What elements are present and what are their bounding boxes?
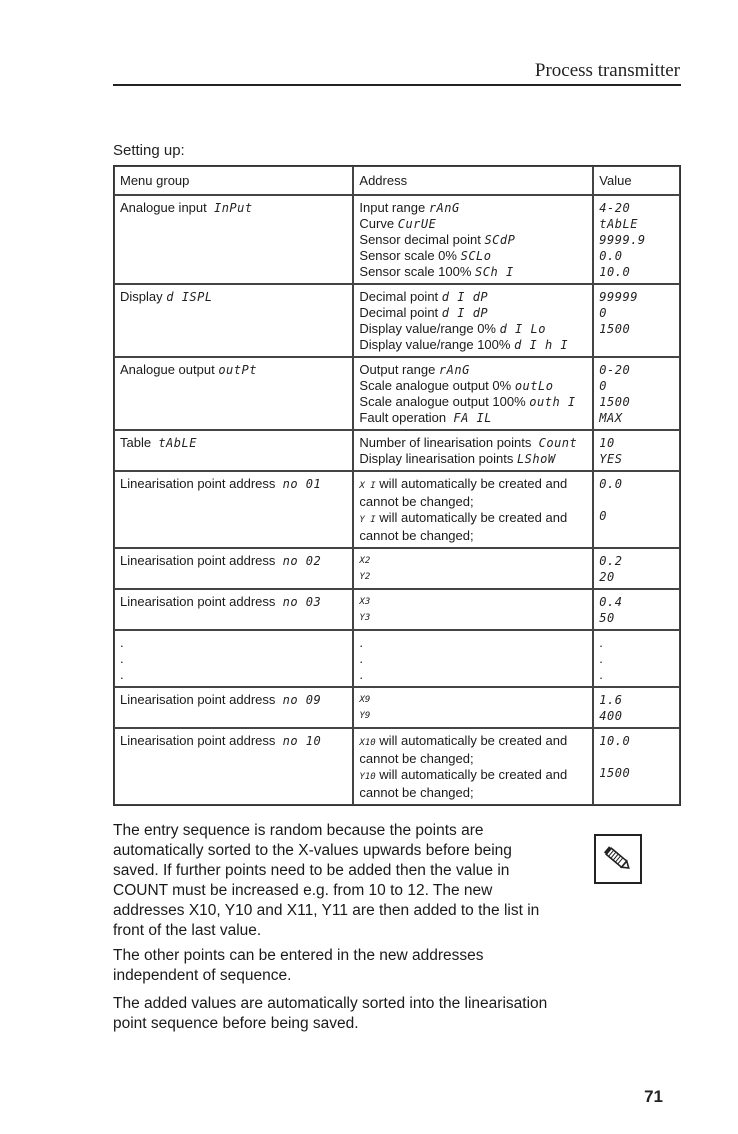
setup-table <box>113 165 681 806</box>
row-address-cell <box>353 284 593 357</box>
row-address-cell: X3 Y3 <box>353 589 593 630</box>
row-group-cell <box>114 284 353 357</box>
address-line: Sensor scale 100% SCh I <box>359 264 514 279</box>
table-row <box>114 195 680 284</box>
table-row-ellipsis <box>114 630 680 687</box>
value-line: 0 <box>599 306 608 320</box>
value-line: 9999.9 <box>599 233 646 247</box>
address-line: Decimal point d I dP <box>359 305 489 320</box>
value-line: 4-20 <box>599 201 631 215</box>
group-code: InPut <box>213 201 253 215</box>
paragraph-entry-sequence: The entry sequence is random because the points are automatically sorted to the X-values upwards before being saved. If further points need to be added then the value in COUNT must be increased e.g. from 10 to 12. The new addresses X10, Y10 and X11, Y11 are then added to the list in front of the last value. <box>113 822 540 939</box>
table-row <box>114 728 680 805</box>
row-value-cell <box>593 195 680 284</box>
table-row <box>114 430 680 471</box>
page-header-title: Process transmitter <box>534 60 680 81</box>
value-line: MAX <box>599 411 623 425</box>
row-group-cell: Linearisation point address no 09 <box>114 687 353 728</box>
row-group-cell: Linearisation point address no 10 <box>114 728 353 805</box>
row-address-cell <box>353 357 593 430</box>
row-group-cell <box>114 357 353 430</box>
address-line: Display linearisation points LShoW <box>359 451 556 466</box>
row-value-cell: 0.2 20 <box>593 548 680 589</box>
row-value-cell: 0.0 0 <box>593 471 680 548</box>
table-row <box>114 284 680 357</box>
group-label: Analogue output <box>120 362 215 377</box>
value-line: 0.0 <box>599 249 623 263</box>
value-line: YES <box>599 452 623 466</box>
group-label: Display <box>120 289 163 304</box>
address-line: Scale analogue output 100% outh I <box>359 394 576 409</box>
value-line: tAbLE <box>599 217 638 231</box>
table-row <box>114 357 680 430</box>
table-row <box>114 687 680 728</box>
header-divider <box>113 84 681 86</box>
group-label: Analogue input <box>120 200 207 215</box>
header-menu-group: Menu group <box>114 166 353 195</box>
value-line: 0 <box>599 379 608 393</box>
address-line: Output range rAnG <box>359 362 470 377</box>
table-header-row <box>114 166 680 195</box>
group-code: outPt <box>218 363 257 377</box>
address-line: Sensor scale 0% SCLo <box>359 248 492 263</box>
paragraph-added-values: The added values are automatically sorted into the linearisation point sequence before being saved. <box>113 995 548 1032</box>
paragraph-other-points: The other points can be entered in the new addresses independent of sequence. <box>113 947 484 984</box>
row-group-cell <box>114 430 353 471</box>
address-line: Sensor decimal point SCdP <box>359 232 516 247</box>
value-line: 0-20 <box>599 363 631 377</box>
row-value-cell <box>593 284 680 357</box>
row-group-cell <box>114 195 353 284</box>
row-group-cell: Linearisation point address no 01 <box>114 471 353 548</box>
value-line: 99999 <box>599 290 638 304</box>
row-value-cell: 10.0 1500 <box>593 728 680 805</box>
row-address-cell: X I will automatically be created and cannot be changed; Y I will automatically be created and cannot be changed; <box>353 471 593 548</box>
value-line: 10.0 <box>599 265 631 279</box>
address-line: Curve CurUE <box>359 216 437 231</box>
header-address: Address <box>353 166 593 195</box>
row-value-cell <box>593 430 680 471</box>
row-address-cell: X9 Y9 <box>353 687 593 728</box>
address-line: Fault operation FA IL <box>359 410 492 425</box>
page-number: 71 <box>644 1087 663 1106</box>
row-address-cell: X10 will automatically be created and cannot be changed; Y10 will automatically be created and cannot be changed; <box>353 728 593 805</box>
address-line: Display value/range 100% d I h I <box>359 337 569 352</box>
value-line: 1500 <box>599 322 631 336</box>
section-label: Setting up: <box>113 142 185 159</box>
pencil-note-icon <box>601 842 635 876</box>
row-group-cell: Linearisation point address no 03 <box>114 589 353 630</box>
address-line: Scale analogue output 0% outLo <box>359 378 554 393</box>
ellipsis-cell: . . . <box>593 630 680 687</box>
group-code: tAbLE <box>158 436 197 450</box>
table-row <box>114 471 680 548</box>
table-row <box>114 548 680 589</box>
value-line: 10 <box>599 436 615 450</box>
group-code: d ISPL <box>166 290 213 304</box>
ellipsis-cell: . . . <box>114 630 353 687</box>
address-line: Display value/range 0% d I Lo <box>359 321 546 336</box>
row-value-cell <box>593 357 680 430</box>
note-box <box>594 834 642 884</box>
address-line: Number of linearisation points Count <box>359 435 578 450</box>
table-row <box>114 589 680 630</box>
header-value: Value <box>593 166 680 195</box>
row-value-cell: 1.6 400 <box>593 687 680 728</box>
address-line: Decimal point d I dP <box>359 289 489 304</box>
row-address-cell <box>353 195 593 284</box>
row-address-cell <box>353 430 593 471</box>
group-label: Table <box>120 435 152 450</box>
ellipsis-cell: . . . <box>353 630 593 687</box>
address-line: Input range rAnG <box>359 200 460 215</box>
row-value-cell: 0.4 50 <box>593 589 680 630</box>
row-group-cell: Linearisation point address no 02 <box>114 548 353 589</box>
row-address-cell: X2 Y2 <box>353 548 593 589</box>
value-line: 1500 <box>599 395 631 409</box>
